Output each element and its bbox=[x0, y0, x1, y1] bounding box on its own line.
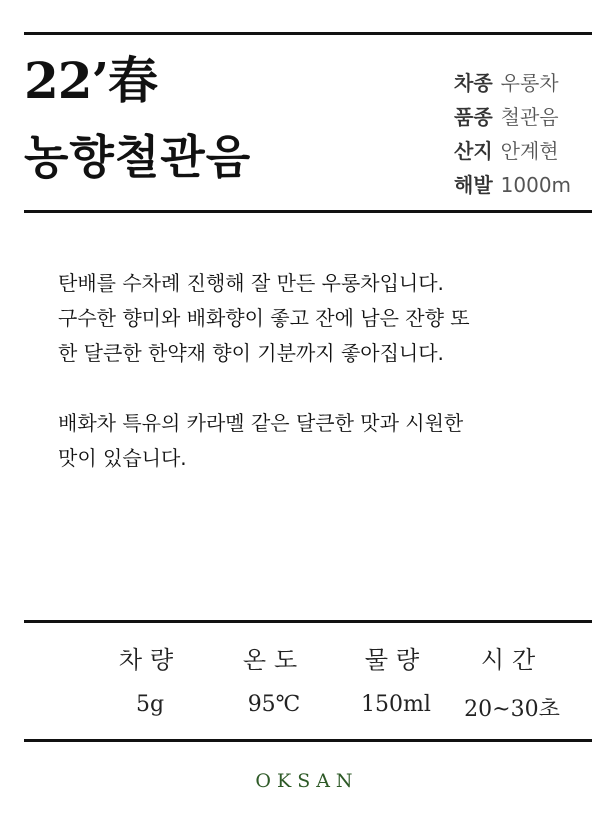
title-tea-name: 농향철관음 bbox=[24, 130, 252, 184]
description-paragraph-2 bbox=[58, 406, 578, 476]
description-line: 배화차 특유의 카라멜 같은 달큰한 맛과 시원한 bbox=[58, 411, 464, 435]
brand-name: OKSAN bbox=[255, 770, 359, 792]
brew-value: 20~30초 bbox=[464, 697, 560, 722]
description bbox=[58, 266, 578, 476]
top-rule bbox=[24, 32, 592, 35]
title-block bbox=[24, 50, 251, 188]
description-line: 탄배를 수차례 진행해 잘 만든 우롱차입니다. bbox=[58, 271, 444, 295]
spec-row-type bbox=[454, 66, 571, 100]
spec-value: 철관음 bbox=[500, 105, 559, 129]
spec-row-altitude bbox=[454, 168, 571, 202]
description-paragraph-1 bbox=[58, 266, 578, 371]
description-line: 맛이 있습니다. bbox=[58, 446, 187, 470]
description-line: 한 달큰한 한약재 향이 기분까지 좋아집니다. bbox=[58, 341, 444, 365]
brew-value: 150ml bbox=[361, 692, 431, 717]
spec-list bbox=[454, 66, 571, 202]
brew-value: 5g bbox=[135, 692, 165, 717]
spec-key: 해발 bbox=[454, 173, 493, 197]
brew-bottom-rule bbox=[24, 739, 592, 742]
spec-value: 1000m bbox=[500, 173, 572, 197]
spec-value: 우롱차 bbox=[500, 71, 559, 95]
spec-row-variety bbox=[454, 100, 571, 134]
brew-label: 시간 bbox=[480, 646, 544, 674]
spec-key: 품종 bbox=[454, 105, 493, 129]
spec-value: 안계현 bbox=[500, 139, 559, 163]
spec-row-origin bbox=[454, 134, 571, 168]
brew-label: 온도 bbox=[242, 646, 306, 674]
brew-label: 차량 bbox=[118, 646, 182, 674]
title-year: 22’春 bbox=[24, 51, 157, 110]
spec-key: 산지 bbox=[454, 139, 493, 163]
spec-key: 차종 bbox=[454, 71, 493, 95]
brew-label: 물량 bbox=[364, 646, 428, 674]
header-divider bbox=[24, 210, 592, 213]
brew-top-rule bbox=[24, 620, 592, 623]
brew-value: 95℃ bbox=[247, 692, 301, 717]
description-line: 구수한 향미와 배화향이 좋고 잔에 남은 잔향 또 bbox=[58, 306, 470, 330]
